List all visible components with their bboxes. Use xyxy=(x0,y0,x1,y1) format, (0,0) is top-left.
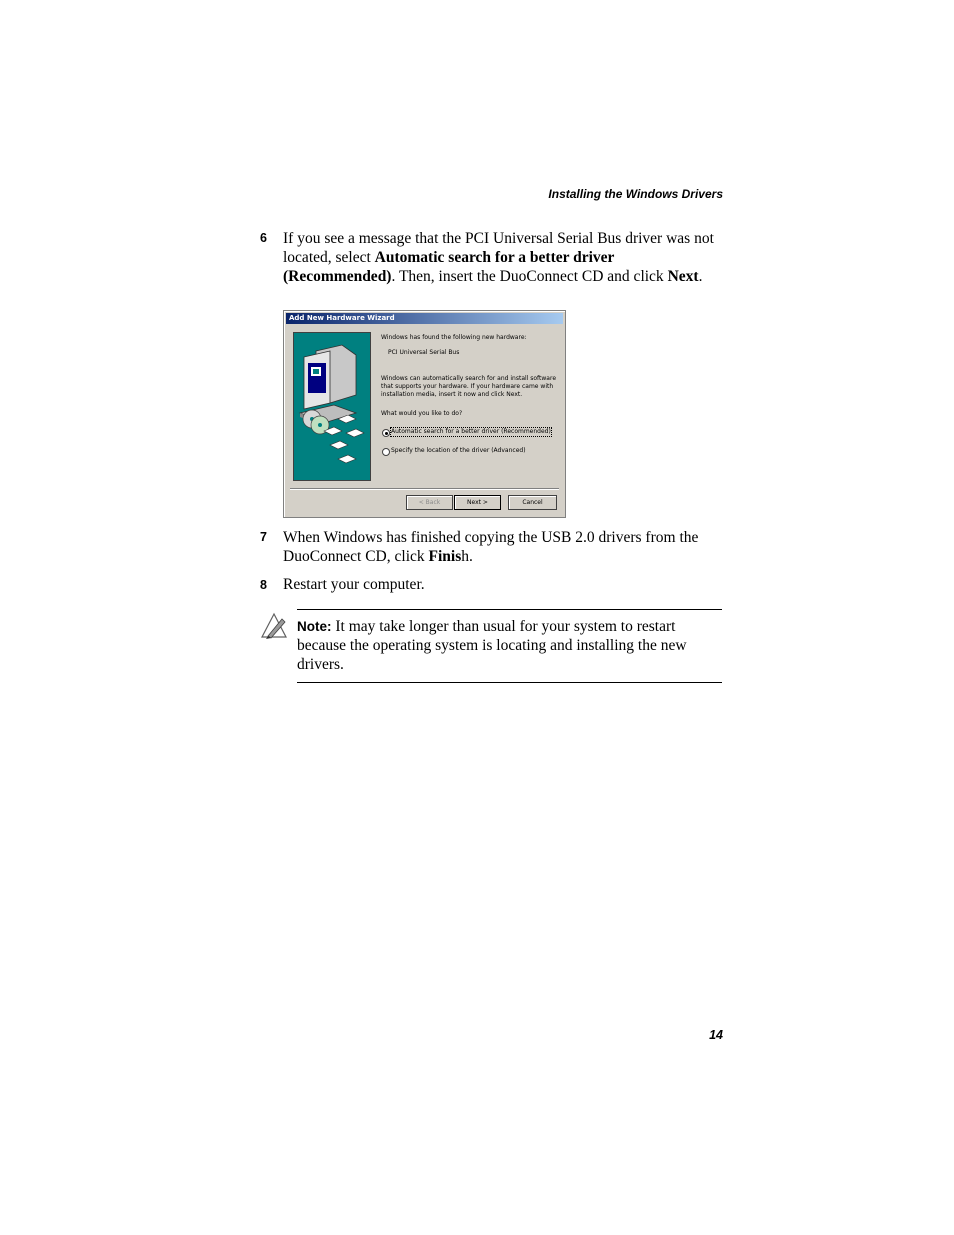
dialog-device-name: PCI Universal Serial Bus xyxy=(388,349,460,356)
step-6-text-part: If you see a message that the PCI Universal Serial Bus driver was not located, select xyxy=(283,230,714,266)
dialog-separator xyxy=(290,488,559,490)
step-6-text xyxy=(283,229,723,286)
next-button[interactable]: Next > xyxy=(454,495,501,510)
step-8-text: Restart your computer. xyxy=(283,576,425,593)
option-automatic-search-label[interactable]: Automatic search for a better driver (Recommended) xyxy=(391,428,551,435)
wizard-illustration xyxy=(293,332,371,481)
step-7-text-part: When Windows has finished copying the USB 2.0 drivers from the DuoConnect CD, click xyxy=(283,529,699,565)
step-6-bold-next: Next xyxy=(667,268,699,285)
dialog-question: What would you like to do? xyxy=(381,410,463,417)
note-bottom-rule xyxy=(297,682,722,683)
page-number: 14 xyxy=(709,1028,723,1042)
option-specify-location-label[interactable]: Specify the location of the driver (Advanced) xyxy=(391,447,526,454)
step-number-7: 7 xyxy=(260,530,267,544)
cancel-button[interactable]: Cancel xyxy=(508,495,557,510)
step-6-text-part: . xyxy=(698,268,703,285)
step-6-text-part: . Then, insert the DuoConnect CD and click xyxy=(391,268,668,285)
running-header: Installing the Windows Drivers xyxy=(548,187,723,201)
step-7-text xyxy=(283,528,723,566)
back-button[interactable]: < Back xyxy=(406,495,453,510)
dialog-title-bar: Add New Hardware Wizard xyxy=(286,313,563,324)
note-text: It may take longer than usual for your system to restart because the operating system is locating and installing the new drivers. xyxy=(297,618,687,673)
radio-automatic-search[interactable] xyxy=(382,429,390,437)
note-pencil-icon xyxy=(260,611,290,639)
note-label: Note: xyxy=(297,619,332,634)
dialog-search-text: Windows can automatically search for and install software that supports your hardware. If your hardware came with installation media, insert it now and click Next. xyxy=(381,375,557,398)
step-number-6: 6 xyxy=(260,231,267,245)
floppy-disk-icon xyxy=(320,415,368,465)
step-7-text-part: h. xyxy=(461,548,473,565)
note-top-rule xyxy=(297,609,722,610)
step-6-bold-option: Automatic search for a better driver (Recommended) xyxy=(283,249,615,285)
dialog-found-text: Windows has found the following new hardware: xyxy=(381,334,527,341)
radio-specify-location[interactable] xyxy=(382,448,390,456)
step-number-8: 8 xyxy=(260,578,267,592)
add-new-hardware-wizard-dialog xyxy=(283,310,566,518)
step-7-bold-finish: Finis xyxy=(428,548,462,565)
note-block xyxy=(297,617,723,674)
